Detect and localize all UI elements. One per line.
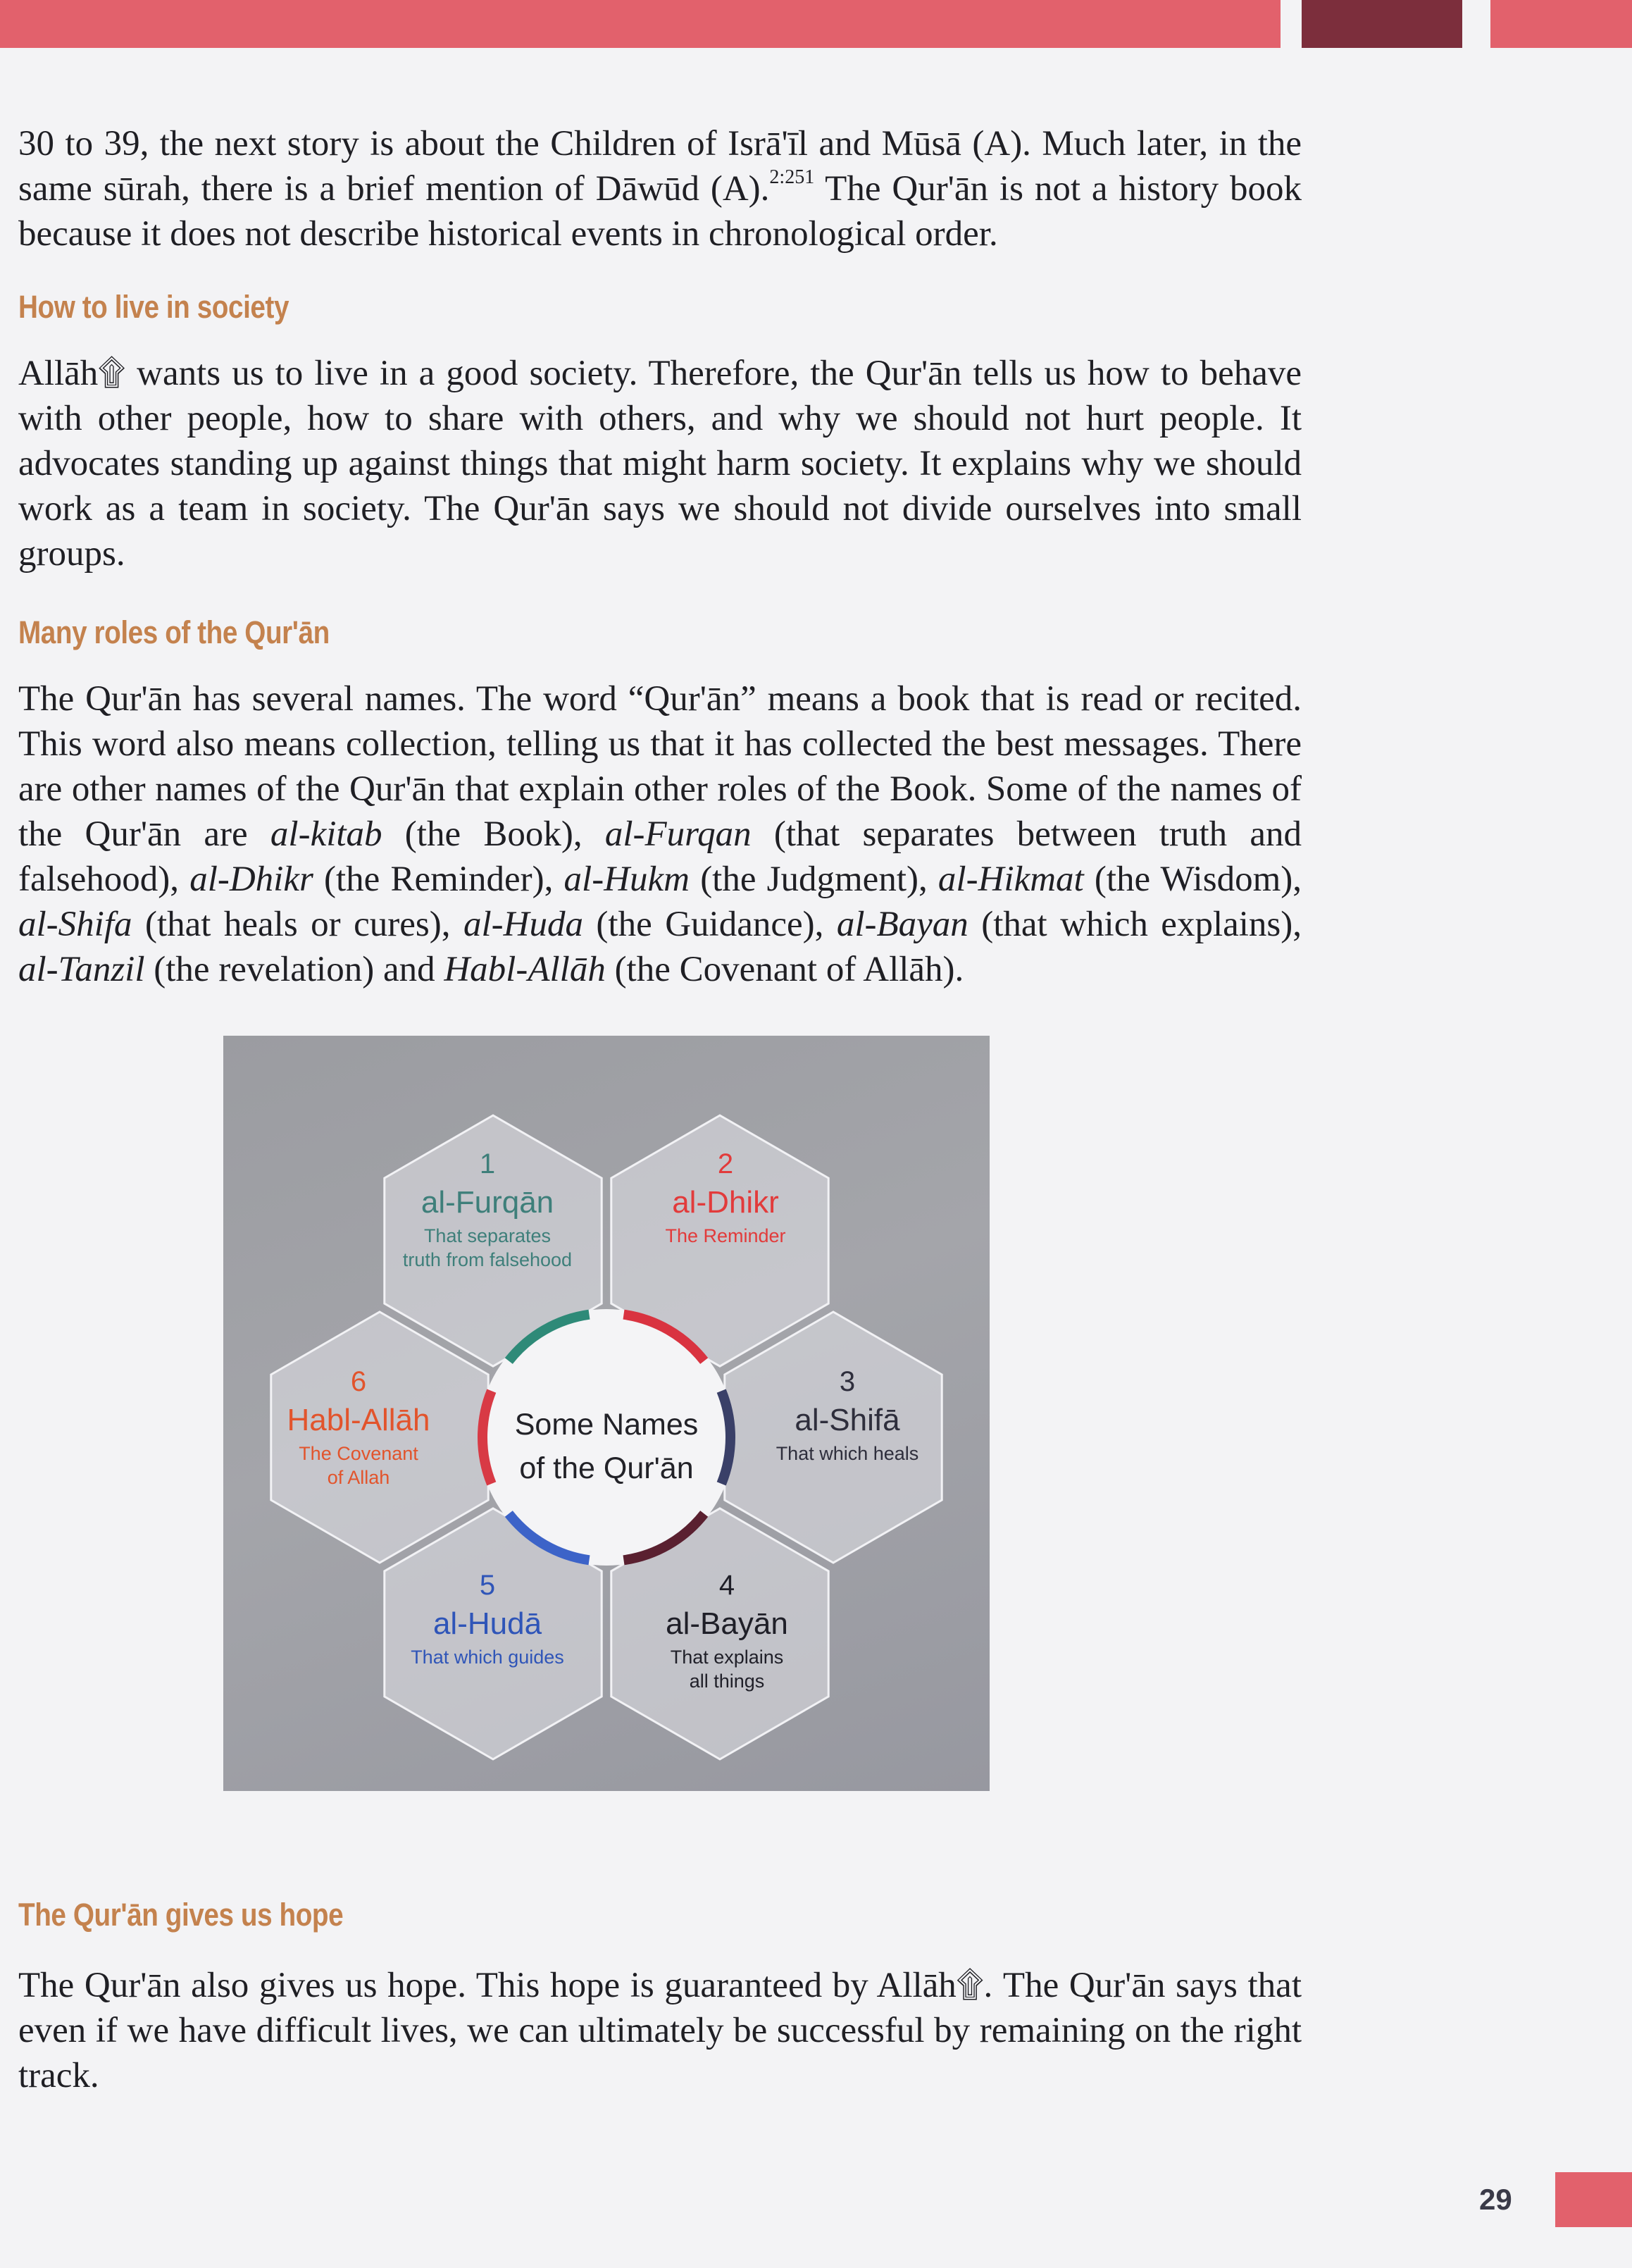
- top-color-bar: [0, 0, 1632, 48]
- name-desc-1: That separates: [423, 1225, 552, 1247]
- roles-text-segment: (the Book),: [382, 814, 605, 854]
- heading-roles: Many roles of the Qur'ān: [18, 614, 330, 650]
- heading-society: How to live in society: [18, 289, 289, 325]
- quran-name-italic: al-Shifa: [18, 905, 132, 944]
- name-number-6: 6: [350, 1366, 367, 1397]
- center-title-line1: Some Names: [514, 1408, 699, 1442]
- roles-text-segment: (the Wisdom),: [1083, 860, 1302, 899]
- center-title-line2: of the Qur'ān: [519, 1451, 694, 1485]
- roles-text-segment: The Qur'ān has several names. The word “Qur'ān” means a book that is read or recited. This word also means collection, telling us that it has collected the best messages. There are other names of the Qur'ān that explain other roles of the Book. Some of the names of the Qur'ān are: [18, 679, 1302, 854]
- quran-name-italic: Habl-Allāh: [444, 950, 606, 989]
- quran-name-italic: al-Furqan: [604, 814, 752, 854]
- top-bar-segment-left: [0, 0, 1281, 48]
- name-desc-5: That which guides: [411, 1646, 564, 1668]
- quran-name-italic: al-Huda: [463, 905, 583, 944]
- roles-text-segment: (that which explains),: [968, 905, 1302, 944]
- name-number-5: 5: [479, 1569, 496, 1601]
- roles-text-segment: (the Covenant of Allāh).: [605, 950, 964, 989]
- roles-paragraph-block: [18, 676, 1302, 992]
- name-label-5: al-Hudā: [432, 1606, 542, 1641]
- hope-paragraph: The Qur'ān also gives us hope. This hope is guaranteed by Allāh۩. The Qur'ān says that even if we have difficult lives, we can ultimately be successful by remaining on the right track.: [18, 1966, 1302, 2095]
- quran-name-italic: al-Bayan: [836, 905, 968, 944]
- hexagon-3: [725, 1312, 942, 1563]
- society-paragraph: Allāh۩ wants us to live in a good society. Therefore, the Qur'ān tells us how to behave with other people, how to share with others, and why we should not hurt people. It advocates standing up against things that might harm society. It explains why we should work as a team in society. The Qur'ān says we should not divide ourselves into small groups.: [18, 354, 1302, 574]
- name-label-2: al-Dhikr: [672, 1185, 779, 1220]
- roles-text-segment: (that heals or cures),: [132, 905, 463, 944]
- name-number-4: 4: [718, 1569, 735, 1601]
- page-number: 29: [1479, 2183, 1512, 2216]
- name-label-3: al-Shifā: [795, 1403, 900, 1437]
- heading-hope: The Qur'ān gives us hope: [18, 1897, 344, 1933]
- quran-name-italic: al-Tanzil: [18, 950, 145, 989]
- names-diagram: [223, 1036, 990, 1791]
- name-desc2-4: all things: [689, 1670, 765, 1692]
- name-number-2: 2: [717, 1148, 734, 1180]
- name-label-4: al-Bayān: [666, 1606, 788, 1641]
- quran-name-italic: al-Hikmat: [938, 860, 1084, 899]
- intro-paragraph: 30 to 39, the next story is about the Children of Isrā'īl and Mūsā (A). Much later, in the same sūrah, there is a brief mention of Dāwūd (A).$^{2:251}$ The Qur'ān is not a history book because it does not describe historical events in chronological order.: [18, 124, 1302, 254]
- roles-text-segment: (the Reminder),: [313, 860, 564, 899]
- name-desc-2: The Reminder: [665, 1225, 786, 1247]
- name-label-1: al-Furqān: [421, 1185, 554, 1220]
- name-label-6: Habl-Allāh: [287, 1403, 430, 1437]
- name-number-1: 1: [479, 1148, 496, 1180]
- roles-paragraph: [18, 676, 1302, 992]
- verse-reference: 2:251: [769, 166, 815, 188]
- page-corner-bar: [1555, 2172, 1632, 2227]
- quran-name-italic: al-Hukm: [563, 860, 690, 899]
- hexagon-6: [271, 1312, 488, 1563]
- quran-name-italic: al-Dhikr: [189, 860, 313, 899]
- top-bar-segment-dark: [1302, 0, 1462, 48]
- name-desc2-6: of Allah: [327, 1467, 390, 1488]
- name-desc-6: The Covenant: [299, 1443, 418, 1464]
- roles-text-segment: (the revelation) and: [144, 950, 444, 989]
- roles-text-segment: (the Judgment),: [690, 860, 938, 899]
- roles-text-segment: (that separates between truth and falsehood),: [18, 814, 1302, 899]
- roles-text-segment: (the Guidance),: [583, 905, 837, 944]
- hope-paragraph-block: [18, 1963, 1302, 2098]
- name-desc2-1: truth from falsehood: [402, 1249, 573, 1271]
- society-paragraph-block: [18, 351, 1302, 576]
- intro-paragraph-block: [18, 121, 1302, 256]
- name-desc-3: That which heals: [775, 1443, 919, 1464]
- name-number-3: 3: [839, 1366, 856, 1397]
- names-diagram-svg: [223, 1036, 990, 1791]
- name-desc-4: That explains: [670, 1646, 784, 1668]
- quran-name-italic: al-kitab: [270, 814, 382, 854]
- top-bar-segment-right: [1490, 0, 1632, 48]
